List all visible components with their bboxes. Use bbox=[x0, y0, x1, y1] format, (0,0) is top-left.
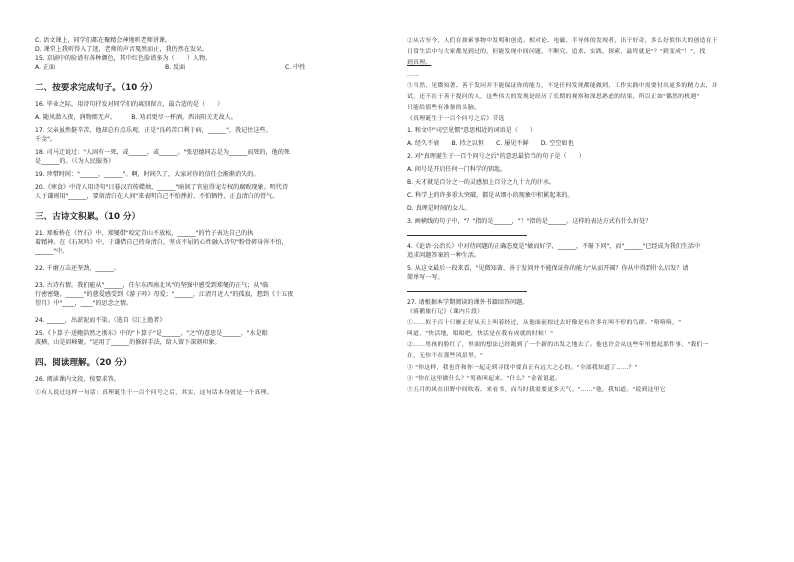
text-line: 3. 画横线的句子中，"？"指的是______，"！"指的是______。这样的表达方式有什么好处？ bbox=[407, 217, 652, 225]
text-line: 24. ______，出淤泥而不染。（选自《江上渔者》 bbox=[35, 317, 166, 324]
text-line: 20.《寒食》中诗人用诗句"日暮汉宫传蜡烛，______"暗讽了官宦得宠专权的腐败现象。明代诗 bbox=[35, 184, 288, 191]
passage-line: 到真理。 bbox=[407, 60, 432, 67]
passage-caption: 《真理诞生于一百个问号之后》节选 bbox=[407, 116, 505, 123]
passage-line: ①有人说过这样一句话：真理诞生于一百个问号之后，其实，这句话本身就是一个真理。 bbox=[35, 390, 273, 396]
option-b: B. 反面 bbox=[165, 64, 186, 71]
text-line: 22. 千磨万击还坚劲，______。 bbox=[35, 265, 120, 272]
text-line: A. 问号是开启任何一门科学的钥匙。 bbox=[407, 165, 507, 173]
text-line: A. 经久不衰 B. 持之以恒 C. 屡见不鲜 D. 空空如也 bbox=[407, 139, 574, 147]
passage-line: ③ "你这样，我也许和你一起走到寻找中要真正有远大之心的。"全部我知道了……？" bbox=[407, 364, 638, 371]
text-line: 望月》中"____，____"的思念之情。 bbox=[35, 300, 133, 307]
section-4-title: 四、阅读理解。（20 分） bbox=[35, 358, 132, 368]
text-line: 2. 对"真理诞生于一百个问号之后"的意思最恰当的句子是（ ） bbox=[407, 152, 585, 160]
answer-line[interactable] bbox=[407, 284, 527, 292]
answer-line[interactable] bbox=[407, 228, 527, 236]
passage-line: ④ "你在这里做什么？"男孩叫起来。"什么？"金雀说道。 bbox=[407, 375, 562, 382]
section-2-title: 二、按要求完成句子。（10 分） bbox=[35, 83, 158, 93]
text-line: 简单写一写。 bbox=[407, 273, 444, 281]
text-line: ______"中。 bbox=[35, 248, 69, 255]
passage-line: ②从古至今，人们在探索事物中发明和创造。相对论、电磁、半导体的发现者，出于好奇，多么好似伟大的创造在于 bbox=[407, 38, 718, 44]
text-line: 是______的。（《为人民服务》 bbox=[35, 158, 115, 165]
passage-line: ⑤当然，见微知著、善于发问并不能保证你的能力，不是任何发现都能做到，工作实践中需要付出更多的精力去，并 bbox=[407, 82, 718, 89]
text-line: 19. 珍惜时间："______，______"。啊，时间久了，大家对你的信任会渐渐消失的。 bbox=[35, 171, 260, 178]
section-3-title: 三、古诗文积累。（10 分） bbox=[35, 212, 141, 222]
text-line: 27. 请根据本学期阅读的课外书籍回答问题。 bbox=[407, 298, 529, 306]
book-title: 《骑鹅旅行记》（课内片段） bbox=[407, 308, 484, 315]
passage-line: ⑤五月的风在田野中间吹着，来看书，而当时我需要更多天气。"……"他，我知道。"说到这里它 bbox=[407, 387, 666, 394]
q15-options bbox=[35, 63, 385, 72]
text-line: 行密密缝，______"的慈爱感受到《游子吟》母爱；"______，江清月近人"的孤寂，想到《十五夜 bbox=[35, 291, 294, 298]
text-line: 5. 从这文最后一段来看，"见微知著、善于发问并不能保证你的能力"从而开阔？你从中得到什么启发？请 bbox=[407, 264, 689, 272]
text-line: 26. 阅读课内文段，按要求答。 bbox=[35, 376, 120, 383]
text-line: B. 天才就是百分之一的灵感加上百分之九十九的汗水。 bbox=[407, 178, 556, 186]
text-line: 21. 郑板桥在《竹石》中，郑燮借"咬定青山不放松，______"的竹子表达自己的执 bbox=[35, 230, 254, 237]
text-line: D. 真理是时间的女儿。 bbox=[407, 204, 471, 212]
text-line: 着精神。在《石灰吟》中，于谦借自己持身清白，坚贞不屈的心性融入诗句"粉骨碎身浑不怕， bbox=[35, 239, 288, 246]
text-line: 追求问题答案的一种生活。 bbox=[407, 251, 481, 259]
text-line: 18. 司马迁说过："人固有一死，或______，或______。"张思德同志是为______而死的，他的死 bbox=[35, 149, 290, 156]
ellipsis: …… bbox=[407, 71, 420, 78]
text-line: D. 课堂上我听得入了迷，老师的声音戛然而止，我仍然在发呆。 bbox=[35, 46, 209, 53]
passage-line: ①……似于百十只雁正好从天上叫着经过，从他面前掠过去好像是有许多在叫不停的鸟群。"咯咯咯，" bbox=[407, 319, 682, 326]
text-line: 1. 和文中"司空见惯"意思相近的词语是（ ） bbox=[407, 126, 537, 134]
right-column bbox=[407, 36, 759, 396]
text-line: 波横，山是眉峰聚。"运用了______的修辞手法，给人留下深刻印象。 bbox=[35, 339, 221, 346]
text-line: 25.《卜算子·送鲍浩然之浙东》中的"卜算子"是______，"之"的意思是______。"水是眼 bbox=[35, 330, 268, 337]
passage-line: 只能给那些有准备的头脑。 bbox=[407, 105, 481, 112]
text-line: 15. 京剧中的脸谱有各种颜色，其中红色脸谱多为（ ）人物。 bbox=[35, 55, 212, 62]
passage-line: 试，还不在于善于提问的人，这些伟大的发现是经历了长期的观察和深思熟虑的结果，所以正如"偶然的机遇" bbox=[407, 94, 700, 101]
option-a: A. 正面 bbox=[35, 64, 56, 71]
passage-line: 叫道，"快活地，唱唱吧，快活是在我有成就的时候！" bbox=[407, 331, 554, 338]
text-line: 千金"。 bbox=[35, 136, 57, 143]
text-line: 23. 古诗有情。我们能从"______，任尔东西南北风"的坚强中感受到郑燮的正气；从"临 bbox=[35, 282, 269, 289]
text-line: A. 随风潜入夜，润物细无声。 B. 劝君更尽一杯酒，西出阳关无故人。 bbox=[35, 114, 237, 121]
text-line: 17. 父亲虽然挺辛苦，他却总有点乐观，正是"良药苦口利于病，______"，我记住这些。 bbox=[35, 127, 272, 134]
left-column bbox=[35, 36, 385, 399]
text-line: 人于谦则用"______，要留清白在人间"来表明自己不怕挫折、不怕牺牲、正直清白的骨气。 bbox=[35, 193, 279, 200]
passage-line: 日常生活中与大家都见到过的，但能发现中间问题，不断究、追求、实践、探索，最终就是"？"到变成"！"，找 bbox=[407, 49, 706, 56]
option-c: C. 中性 bbox=[285, 64, 306, 71]
text-line: C. 科学上的许多重大突破，都是从细小的现象中积累起来的。 bbox=[407, 191, 574, 199]
text-line: 4.《论语·公冶长》中对待问题的正确态度是"敏而好学，______，不耻下问"，而"______"已经成为我们生活中 bbox=[407, 242, 701, 250]
text-line: 16. 毕业之际，用诗句抒发对同学们的离别留言，最合适的是（ ） bbox=[35, 101, 224, 108]
text-line: C. 语文课上，同学们都在聚精会神地听老师讲课。 bbox=[35, 37, 172, 44]
passage-line: 在，无你不在那些风景里。" bbox=[407, 353, 484, 360]
passage-line: ②……男孩的脸红了，里面的想法已经跑到了一个新的出发之地去了。他也许会从这些年里想起那件事，"我们一 bbox=[407, 342, 709, 349]
